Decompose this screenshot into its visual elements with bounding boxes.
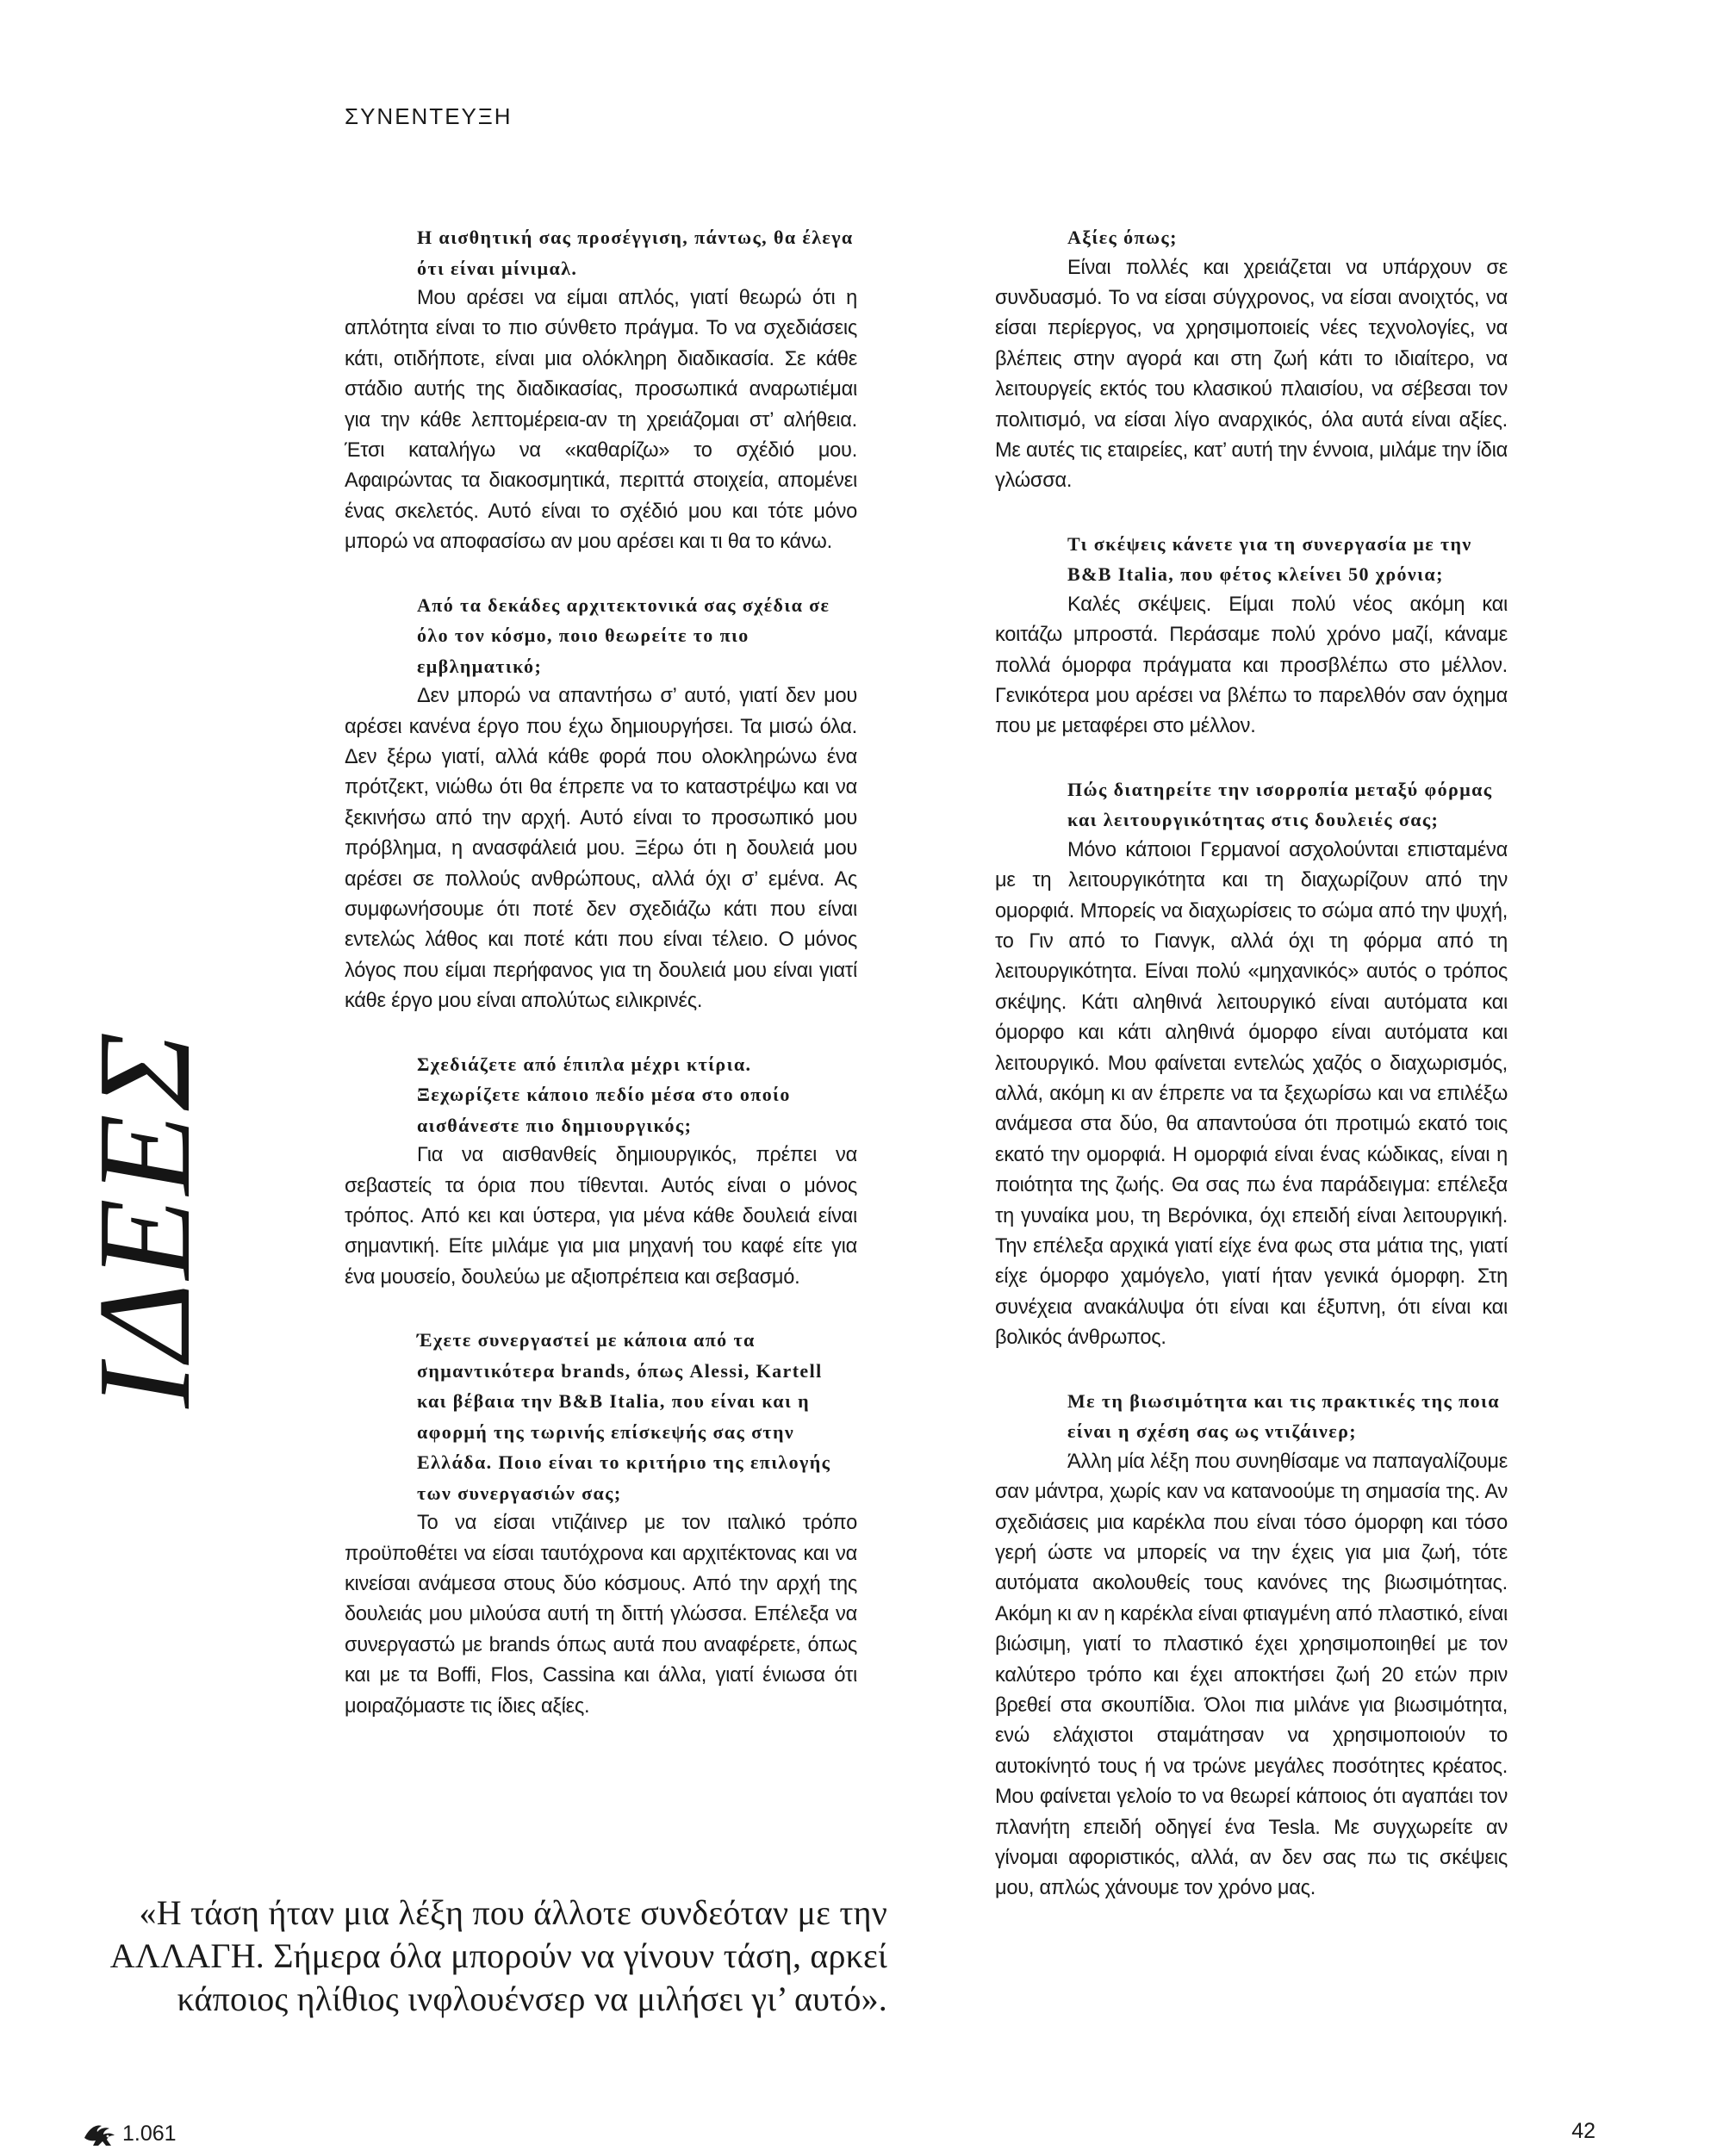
vertical-title: ΙΔΕΕΣ: [72, 1028, 218, 1408]
qa-block: [345, 590, 857, 1017]
answer: Άλλη μία λέξη που συνηθίσαμε να παπαγαλίζουμε σαν μάντρα, χωρίς καν να κατανοούμε τη σημασία της. Αν σχεδιάσεις μια καρέκλα που είναι τόσο όμορφη και τόσο γερή ώστε να μπορείς να την έχεις για μια ζωή, τότε αυτόματα ακολουθείς τους κανόνες της βιωσιμότητας. Ακόμη κι αν η καρέκλα είναι φτιαγμένη από πλαστικό, είναι βιώσιμη, γιατί το πλαστικό έχει χρησιμοποιηθεί με τον καλύτερο τρόπο και έχει αποκτήσει ζωή 20 ετών πριν βρεθεί στα σκουπίδια. Όλοι πια μιλάνε για βιωσιμότητα, ενώ ελάχιστοι σταμάτησαν να χρησιμοποιούν το αυτοκίνητό τους ή να τρώνε μεγάλες ποσότητες κρέατος. Μου φαίνεται γελοίο το να θεωρεί κάποιος ότι αγαπάει τον πλανήτη επειδή οδηγεί ένα Tesla. Με συγχωρείτε αν γίνομαι αφοριστικός, αλλά, αν δεν σας πω τις σκέψεις μου, απλώς χάνουμε τον χρόνο μας.: [995, 1450, 1508, 1900]
question: Σχεδιάζετε από έπιπλα μέχρι κτίρια. Ξεχωρίζετε κάποιο πεδίο μέσα στο οποίο αισθάνεστε πιο δημιουργικός;: [417, 1053, 791, 1136]
qa-block: [995, 529, 1508, 742]
qa-block: [995, 1386, 1508, 1904]
right-column: [995, 222, 1508, 1936]
answer: Μου αρέσει να είμαι απλός, γιατί θεωρώ ότι η απλότητα είναι το πιο σύνθετο πράγμα. Το να σχεδιάσεις κάτι, οτιδήποτε, είναι μια ολόκληρη διαδικασία. Σε κάθε στάδιο αυτής της διαδικασίας, προσωπικά αναρωτιέμαι για την κάθε λεπτομέρεια-αν τη χρειάζομαι στ’ αλήθεια. Έτσι καταλήγω να «καθαρίζω» το σχέδιό μου. Αφαιρώντας τα διακοσμητικά, περιττά στοιχεία, απομένει ένας σκελετός. Αυτό είναι το σχέδιό μου και τότε μόνο μπορώ να αποφασίσω αν μου αρέσει και τι θα το κάνω.: [345, 287, 857, 554]
answer: Είναι πολλές και χρειάζεται να υπάρχουν σε συνδυασμό. Το να είσαι σύγχρονος, να είσαι ανοιχτός, να είσαι περίεργος, να χρησιμοποιείς νέες τεχνολογίες, να βλέπεις στην αγορά και στη ζωή κάτι το ιδιαίτερο, να λειτουργείς εκτός του κλασικού πλαισίου, να σέβεσαι τον πολιτισμό, να είσαι λίγο αναρχικός, όλα αυτά είναι αξίες. Με αυτές τις εταιρείες, κατ’ αυτή την έννοια, μιλάμε την ίδια γλώσσα.: [995, 256, 1508, 493]
question: Η αισθητική σας προσέγγιση, πάντως, θα έλεγα ότι είναι μίνιμαλ.: [417, 227, 854, 279]
left-column: [345, 222, 857, 1754]
winged-lion-icon: [83, 2119, 117, 2148]
qa-block: [345, 1325, 857, 1722]
question: Τι σκέψεις κάνετε για τη συνεργασία με την B&B Italia, που φέτος κλείνει 50 χρόνια;: [1067, 532, 1472, 586]
answer: Καλές σκέψεις. Είμαι πολύ νέος ακόμη και κοιτάζω μπροστά. Περάσαμε πολύ χρόνο μαζί, κάναμε πολλά όμορφα πράγματα και προσβλέπω στο μέλλον. Γενικότερα μου αρέσει να βλέπω το παρελθόν σαν όχημα που με μεταφέρει στο μέλλον.: [995, 593, 1508, 738]
question: Έχετε συνεργαστεί με κάποια από τα σημαντικότερα brands, όπως Alessi, Kartell και βέβαια την B&B Italia, που είναι και η αφορμή της τωρινής επίσκεψής σας στην Ελλάδα. Ποιο είναι το κριτήριο της επιλογής των συνεργασιών σας;: [417, 1329, 831, 1504]
section-label: ΣΥΝΕΝΤΕΥΞΗ: [345, 103, 513, 129]
question: Με τη βιωσιμότητα και τις πρακτικές της ποια είναι η σχέση σας ως ντιζάινερ;: [1067, 1389, 1500, 1443]
answer: Για να αισθανθείς δημιουργικός, πρέπει να σεβαστείς τα όρια που τίθενται. Αυτός είναι ο μόνος τρόπος. Από κει και ύστερα, για μένα κάθε δουλειά είναι σημαντική. Είτε μιλάμε για μια μηχανή του καφέ είτε για ένα μουσείο, δουλεύω με αξιοπρέπεια και σεβασμό.: [345, 1144, 857, 1289]
qa-block: [995, 774, 1508, 1354]
question: Αξίες όπως;: [1067, 227, 1178, 248]
question: Πώς διατηρείτε την ισορροπία μεταξύ φόρμας και λειτουργικότητας στις δουλειές σας;: [1067, 778, 1493, 831]
question: Από τα δεκάδες αρχιτεκτονικά σας σχέδια σε όλο τον κόσμο, ποιο θεωρείτε το πιο εμβληματικό;: [417, 593, 830, 677]
qa-block: [345, 222, 857, 558]
answer: Δεν μπορώ να απαντήσω σ’ αυτό, γιατί δεν μου αρέσει κανένα έργο που έχω δημιουργήσει. Τα μισώ όλα. Δεν ξέρω γιατί, αλλά κάθε φορά που ολοκληρώνω ένα πρότζεκτ, νιώθω ότι θα έπρεπε να το καταστρέψω και να ξεκινήσω από την αρχή. Αυτό είναι το προσωπικό μου πρόβλημα, η ανασφάλειά μου. Ξέρω ότι η δουλειά μου αρέσει σε πολλούς ανθρώπους, αλλά όχι σ’ εμένα. Ας συμφωνήσουμε ότι ποτέ δεν σχεδιάζω κάτι που είναι εντελώς λάθος και ποτέ κάτι που είναι τέλειο. Ο μόνος λόγος που είμαι περήφανος για τη δουλειά μου είναι γιατί κάθε έργο μου είναι απολύτως ειλικρινές.: [345, 685, 857, 1013]
issue-number: 1.061: [122, 2121, 177, 2146]
qa-block: [345, 1049, 857, 1294]
page-number: 42: [1571, 2119, 1595, 2143]
pull-quote: «Η τάση ήταν μια λέξη που άλλοτε συνδεόταν με την ΑΛΛΑΓΗ. Σήμερα όλα μπορούν να γίνουν τάση, αρκεί κάποιος ηλίθιος ινφλουένσερ να μιλήσει γι’ αυτό».: [109, 1893, 887, 2018]
answer: Το να είσαι ντιζάινερ με τον ιταλικό τρόπο προϋποθέτει να είσαι ταυτόχρονα και αρχιτέκτονας και να κινείσαι ανάμεσα στους δύο κόσμους. Από την αρχή της δουλειάς μου μιλούσα αυτή τη διττή γλώσσα. Επέλεξα να συνεργαστώ με brands όπως αυτά που αναφέρετε, όπως και με τα Boffi, Flos, Cassina και άλλα, γιατί ένιωσα ότι μοιραζόμαστε τις ίδιες αξίες.: [345, 1512, 857, 1718]
footer-issue: [83, 2119, 177, 2148]
qa-block: [995, 222, 1508, 497]
answer: Μόνο κάποιοι Γερμανοί ασχολούνται επισταμένα με τη λειτουργικότητα και τη διαχωρίζουν από την ομορφιά. Μπορείς να διαχωρίσεις το σώμα από την ψυχή, το Γιν από το Γιανγκ, αλλά όχι τη φόρμα από τη λειτουργικότητα. Είναι πολύ «μηχανικός» αυτός ο τρόπος σκέψης. Κάτι αληθινά λειτουργικό είναι αυτόματα και όμορφο και κάτι αληθινά όμορφο είναι αυτόματα και λειτουργικό. Μου φαίνεται εντελώς χαζός ο διαχωρισμός, αλλά, ακόμη κι αν έπρεπε να τα ξεχωρίσω και να επιλέξω ανάμεσα στα δύο, θα απαντούσα ότι προτιμώ εκατό τοις εκατό την ομορφιά. Η ομορφιά είναι ένας κώδικας, είναι η ποιότητα της ζωής. Θα σας πω ένα παράδειγμα: επέλεξα τη γυναίκα μου, τη Βερόνικα, όχι επειδή είναι λειτουργική. Την επέλεξα αρχικά γιατί είχε ένα φως στα μάτια της, γιατί είχε όμορφο χαμόγελο, γιατί ήταν γενικά όμορφη. Στη συνέχεια ανακάλυψα ότι είναι και έξυπνη, ότι είναι και βολικός άνθρωπος.: [995, 838, 1508, 1350]
